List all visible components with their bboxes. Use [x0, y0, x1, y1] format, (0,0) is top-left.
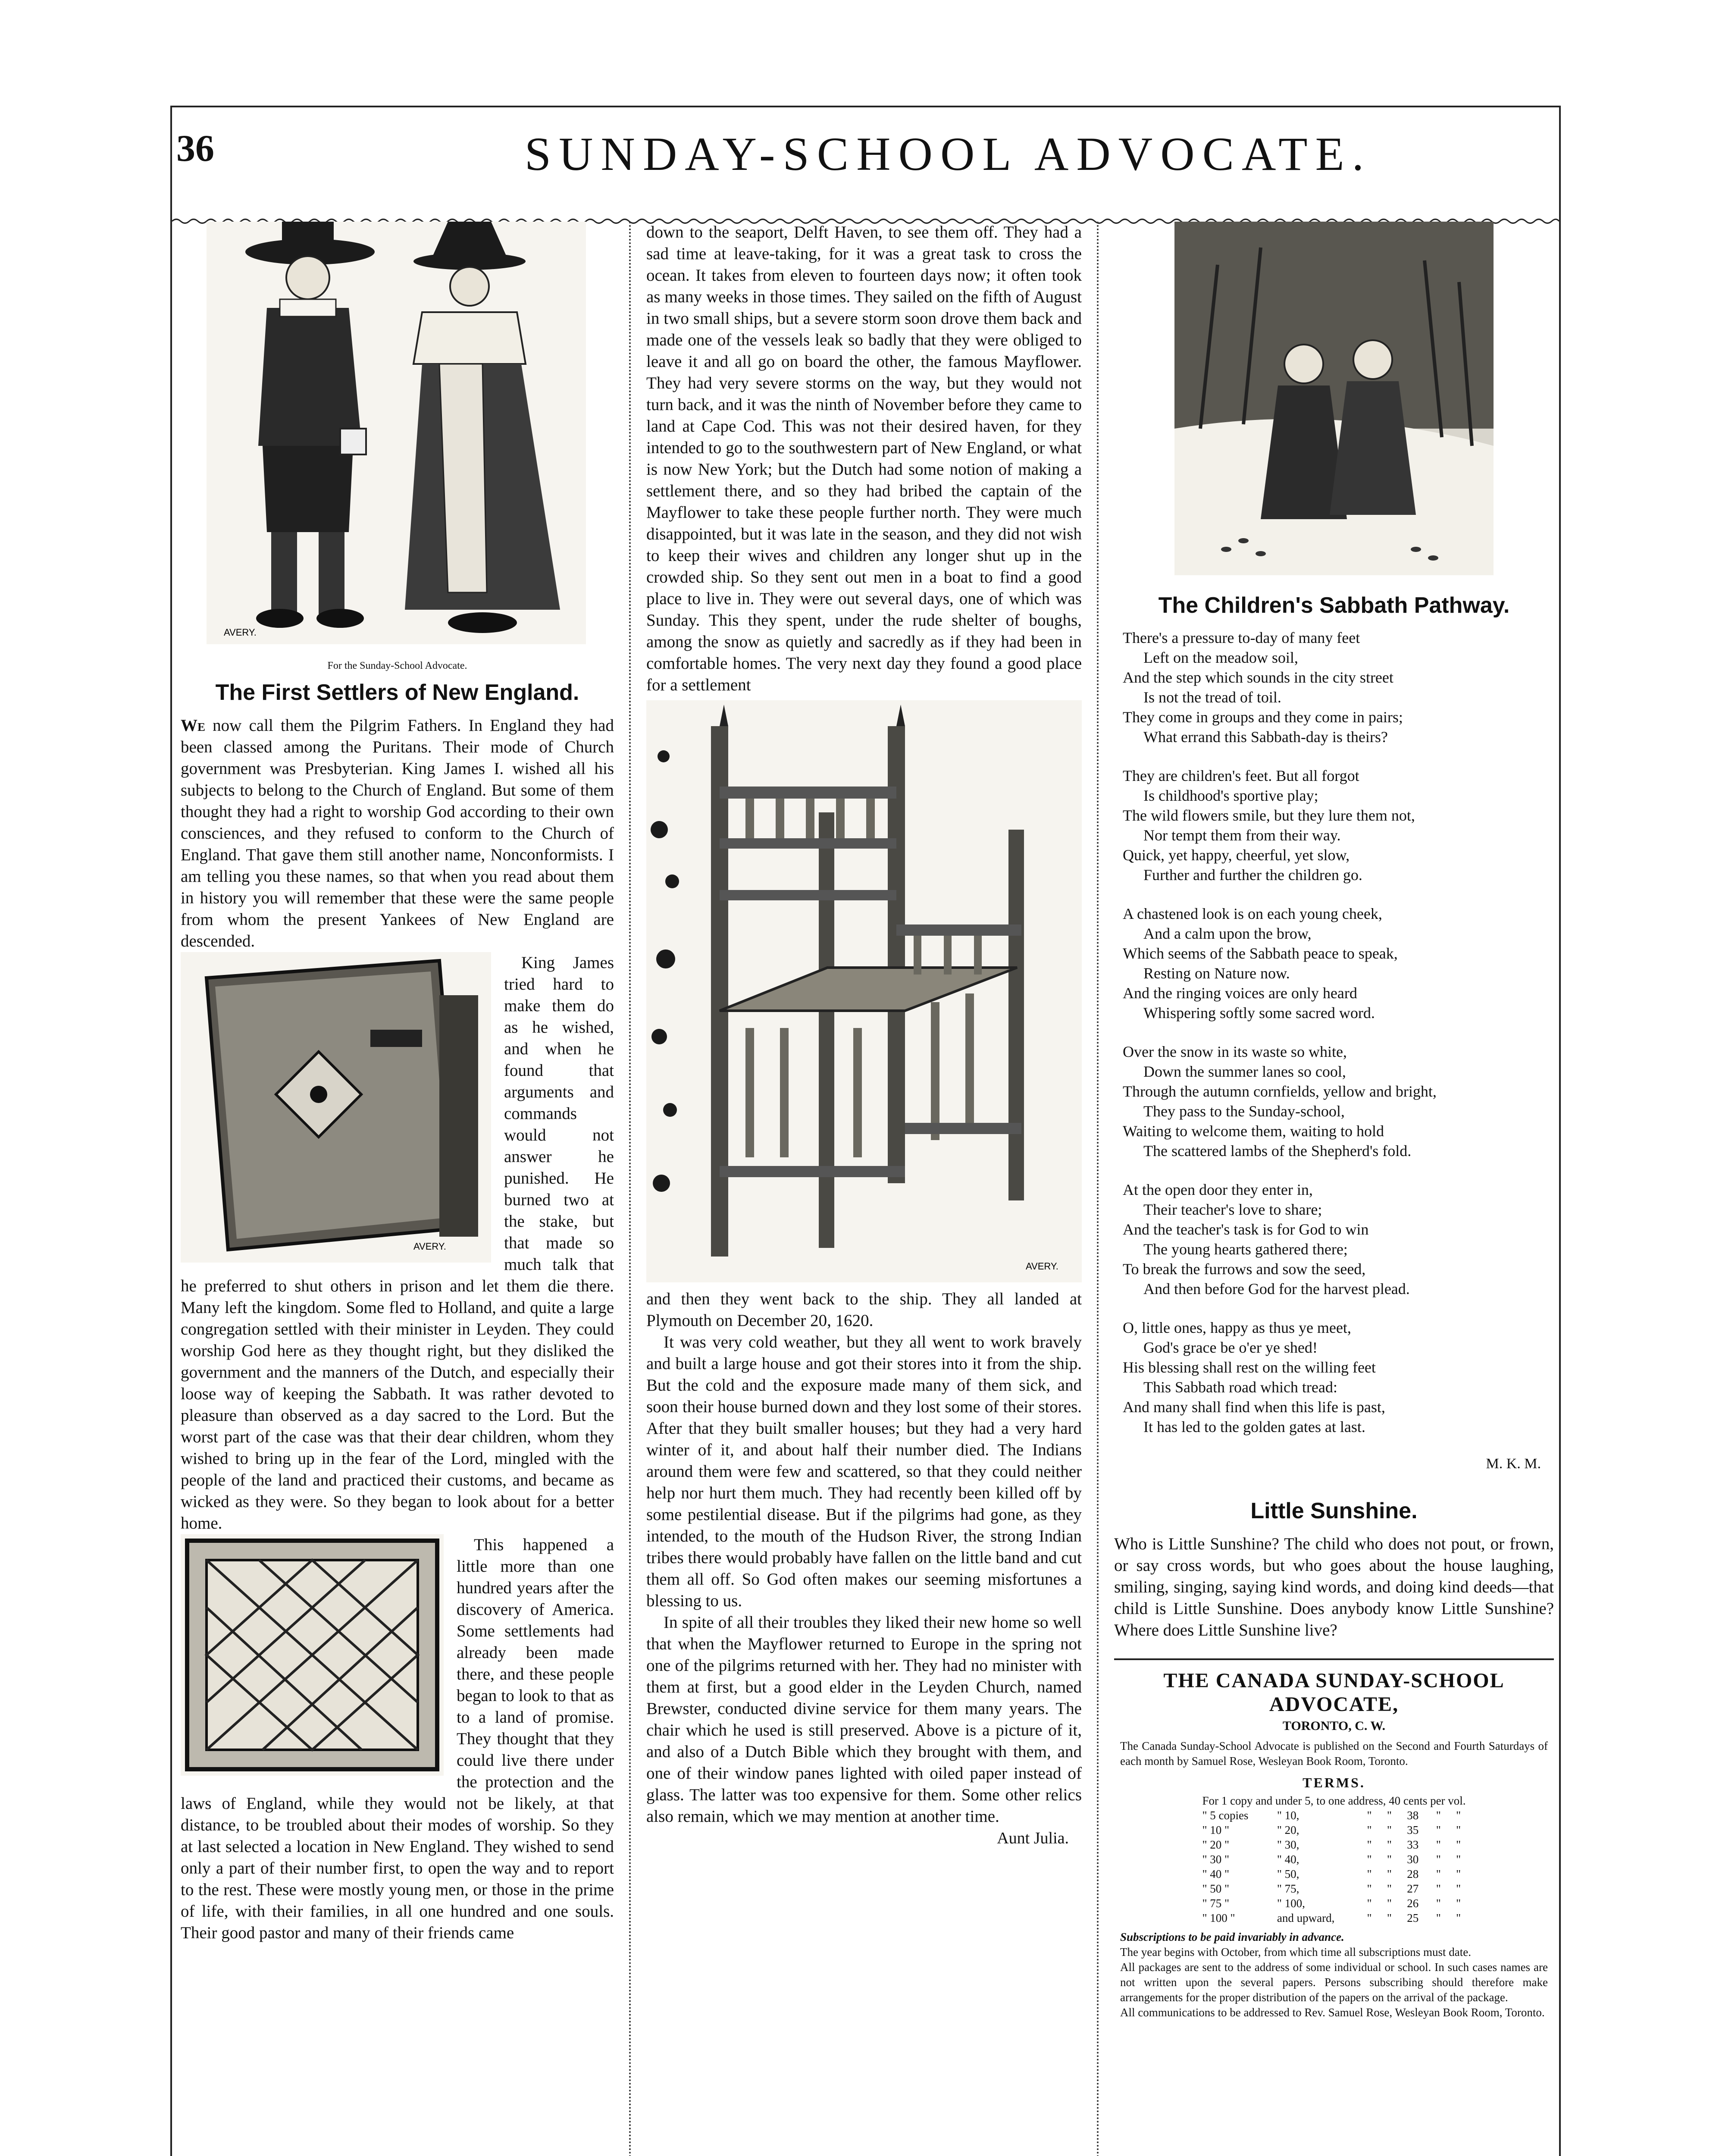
- subscriptions-note: Subscriptions to be paid invariably in advance.: [1120, 1930, 1344, 1943]
- poem-line: Further and further the children go.: [1143, 866, 1362, 884]
- author-signature: Aunt Julia.: [997, 1829, 1069, 1847]
- terms-cell: ": [1456, 1853, 1461, 1866]
- terms-row: [1197, 1852, 1471, 1867]
- terms-cell: ": [1436, 1809, 1441, 1822]
- poem-line: At the open door they enter in,: [1123, 1181, 1313, 1198]
- poem-line: This Sabbath road which tread:: [1143, 1379, 1337, 1396]
- poem-line: What errand this Sabbath-day is theirs?: [1143, 728, 1388, 746]
- terms-cell: " 75 ": [1202, 1897, 1229, 1910]
- terms-cell: ": [1367, 1868, 1372, 1880]
- terms-cell: and upward,: [1277, 1912, 1335, 1924]
- poem-stanza: [1123, 904, 1545, 1023]
- terms-cell: For 1 copy and under 5, to one address, 40 cents per vol.: [1202, 1794, 1466, 1807]
- terms-cell: " 50 ": [1202, 1882, 1229, 1895]
- dutch-bible-illustration: [181, 952, 491, 1263]
- terms-row: [1197, 1911, 1471, 1925]
- column-3: [1114, 222, 1554, 2156]
- terms-table: [1197, 1793, 1471, 1925]
- article-continuation-lower: [646, 1288, 1082, 1849]
- poem-line: Waiting to welcome them, waiting to hold: [1123, 1122, 1384, 1140]
- article-paragraph: now call them the Pilgrim Fathers. In England they had been classed among the Puritans. Their mode of Church government was Presbyterian. King James I. wished all his subjects to belong to the Church of England. But some of them thought they had a right to worship God according to their own consciences, and they refused to conform to the Church of England. That gave them still another name, Nonconformists. I am telling you these names, so that when you read about them in history you will remember that these were the same people from whom the present Yankees of New England are descended.: [181, 716, 614, 950]
- poem-line: A chastened look is on each young cheek,: [1123, 905, 1382, 922]
- terms-cell: " 40,: [1277, 1853, 1300, 1866]
- poem-line: Nor tempt them from their way.: [1143, 827, 1341, 844]
- packages-note: All packages are sent to the address of some individual or school. In such cases names are not written upon the several papers. Persons subscribing should therefore make arrangements for the proper distribution of the papers on the arrival of the package.: [1120, 1961, 1548, 2004]
- poem-line: It has led to the golden gates at last.: [1143, 1418, 1365, 1435]
- terms-row: [1197, 1823, 1471, 1837]
- terms-cell: " 40 ": [1202, 1868, 1229, 1880]
- notice-intro: The Canada Sunday-School Advocate is published on the Second and Fourth Saturdays of each month by Samuel Rose, Wesleyan Book Room, Toronto.: [1120, 1739, 1548, 1767]
- terms-cell: ": [1387, 1868, 1392, 1880]
- poem-line: And the teacher's task is for God to win: [1123, 1221, 1369, 1238]
- terms-cell: ": [1456, 1838, 1461, 1851]
- children-snow-illustration: [1114, 222, 1554, 580]
- communications-note: All communications to be addressed to Rev. Samuel Rose, Wesleyan Book Room, Toronto.: [1120, 2006, 1545, 2019]
- terms-row: [1197, 1867, 1471, 1881]
- poem-line: To break the furrows and sow the seed,: [1123, 1260, 1366, 1278]
- terms-cell: 30: [1407, 1853, 1419, 1866]
- terms-cell: 33: [1407, 1838, 1419, 1851]
- svg-text:AVERY.: AVERY.: [413, 1241, 446, 1252]
- column-rule: [629, 222, 631, 2156]
- terms-cell: 27: [1407, 1882, 1419, 1895]
- poem-line: Is childhood's sportive play;: [1143, 787, 1318, 804]
- terms-cell: ": [1367, 1853, 1372, 1866]
- poem-line: Resting on Nature now.: [1143, 965, 1290, 982]
- terms-cell: ": [1456, 1882, 1461, 1895]
- poem-line: They are children's feet. But all forgot: [1123, 767, 1359, 784]
- terms-cell: " 100 ": [1202, 1912, 1235, 1924]
- terms-row: [1197, 1793, 1471, 1808]
- article-paragraph: It was very cold weather, but they all went to work bravely and built a large house and got their stores into it from the ship. But the cold and the exposure made many of them sick, and soon their house burned down and they lost some of their stores. After that they built smaller houses; but they had a very hard winter of it, and about half their number died. The Indians around them were few and scattered, so that they could neither help nor hurt them much. They had recently been killed off by some pestilential disease. But if the pilgrims had gone, as they intended, to the mouth of the Hudson River, the strong Indian tribes there would probably have fallen on the little band and cut them all off. So God often makes our seeming misfortunes a blessing to us.: [646, 1333, 1082, 1610]
- poem-signature: M. K. M.: [1486, 1456, 1541, 1472]
- terms-cell: ": [1387, 1824, 1392, 1836]
- poem-stanza: [1123, 1042, 1545, 1161]
- terms-cell: ": [1436, 1882, 1441, 1895]
- article-paragraph: This happened a little more than one hundred years after the discovery of America. Some settlements had already been made there, and these people began to look to that as to a land of promise. They thought that they could live there under the protection and the laws of England, while they would not be likely, at that distance, to be troubled about their modes of worship. So they at last selected a location in New England. They wished to send only a part of their number first, to open the way and to report to the rest. These were mostly young men, or those in the prime of life, with their families, in all one hundred and one souls. Their good pastor and many of their friends came: [181, 1536, 614, 1942]
- terms-cell: ": [1456, 1809, 1461, 1822]
- terms-cell: " 30 ": [1202, 1853, 1229, 1866]
- terms-cell: ": [1456, 1824, 1461, 1836]
- poem-title: The Children's Sabbath Pathway.: [1158, 593, 1510, 618]
- terms-cell: ": [1367, 1882, 1372, 1895]
- poem-line: And the step which sounds in the city street: [1123, 669, 1393, 686]
- window-pane-illustration: [181, 1534, 444, 1776]
- terms-cell: 35: [1407, 1824, 1419, 1836]
- page-number: 36: [176, 128, 214, 169]
- terms-cell: " 30,: [1277, 1838, 1300, 1851]
- poem-line: They come in groups and they come in pairs;: [1123, 708, 1403, 726]
- terms-cell: ": [1367, 1838, 1372, 1851]
- notice-title: THE CANADA SUNDAY-SCHOOL ADVOCATE,: [1163, 1669, 1505, 1716]
- terms-cell: ": [1436, 1824, 1441, 1836]
- terms-row: [1197, 1837, 1471, 1852]
- poem-line: Quick, yet happy, cheerful, yet slow,: [1123, 846, 1350, 864]
- terms-cell: " 20,: [1277, 1824, 1300, 1836]
- article-paragraph: and then they went back to the ship. They all landed at Plymouth on December 20, 1620.: [646, 1290, 1082, 1330]
- terms-cell: " 10 ": [1202, 1824, 1229, 1836]
- poem-line: God's grace be o'er ye shed!: [1143, 1339, 1318, 1356]
- poem-line: Which seems of the Sabbath peace to speak,: [1123, 945, 1398, 962]
- poem-line: And then before God for the harvest plead.: [1143, 1280, 1410, 1297]
- poem-line: Down the summer lanes so cool,: [1143, 1063, 1346, 1080]
- newspaper-page: [170, 106, 1561, 2156]
- terms-cell: ": [1456, 1868, 1461, 1880]
- terms-cell: " 100,: [1277, 1897, 1305, 1910]
- brewster-chair-illustration: [646, 700, 1082, 1282]
- terms-cell: ": [1436, 1868, 1441, 1880]
- terms-cell: ": [1436, 1853, 1441, 1866]
- poem-line: They pass to the Sunday-school,: [1143, 1103, 1345, 1120]
- terms-cell: 28: [1407, 1868, 1419, 1880]
- terms-cell: ": [1367, 1824, 1372, 1836]
- poem-line: There's a pressure to-day of many feet: [1123, 629, 1360, 646]
- terms-cell: 26: [1407, 1897, 1419, 1910]
- terms-cell: " 5 copies: [1202, 1809, 1249, 1822]
- terms-cell: " 50,: [1277, 1868, 1300, 1880]
- poem-line: And a calm upon the brow,: [1143, 925, 1312, 942]
- terms-cell: ": [1387, 1838, 1392, 1851]
- terms-row: [1197, 1808, 1471, 1823]
- column-rule: [1097, 222, 1099, 2156]
- poem-line: The scattered lambs of the Shepherd's fold.: [1143, 1142, 1412, 1159]
- terms-row: [1197, 1881, 1471, 1896]
- terms-cell: ": [1367, 1897, 1372, 1910]
- article-title: The First Settlers of New England.: [215, 680, 579, 705]
- terms-cell: " 75,: [1277, 1882, 1300, 1895]
- terms-cell: ": [1436, 1897, 1441, 1910]
- terms-cell: ": [1456, 1897, 1461, 1910]
- terms-cell: ": [1436, 1838, 1441, 1851]
- poem-line: The wild flowers smile, but they lure them not,: [1123, 807, 1415, 824]
- poem-stanza: [1123, 766, 1545, 885]
- poem-line: And many shall find when this life is past,: [1123, 1398, 1385, 1416]
- poem-stanza: [1123, 1180, 1545, 1299]
- terms-cell: ": [1367, 1809, 1372, 1822]
- article-body: [181, 715, 614, 1944]
- terms-cell: 38: [1407, 1809, 1419, 1822]
- poem-body: [1123, 628, 1545, 1437]
- terms-cell: ": [1456, 1912, 1461, 1924]
- terms-title: TERMS.: [1303, 1775, 1365, 1790]
- year-note: The year begins with October, from which time all subscriptions must date.: [1120, 1946, 1471, 1959]
- article-paragraph: In spite of all their troubles they liked their new home so well that when the Mayflower returned to Europe in the spring not one of the pilgrims returned with her. They had no minister with them at first, but a good elder in the Leyden Church, named Brewster, conducted divine service for them many years. The chair which he used is still preserved. Above is a picture of it, and also of a Dutch Bible which they brought with them, and one of their window panes lighted with oiled paper instead of glass. The latter was too expensive for them. Some other relics also remain, which we may mention at another time.: [646, 1613, 1082, 1826]
- paper-title: SUNDAY-SCHOOL ADVOCATE.: [524, 128, 1372, 180]
- poem-line: And the ringing voices are only heard: [1123, 984, 1357, 1002]
- notice-location: TORONTO, C. W.: [1282, 1719, 1386, 1733]
- little-sunshine-title: Little Sunshine.: [1250, 1498, 1418, 1523]
- terms-cell: ": [1387, 1912, 1392, 1924]
- masthead: [172, 122, 1559, 196]
- article-continuation: [646, 222, 1082, 696]
- poem-line: Through the autumn cornfields, yellow and bright,: [1123, 1083, 1437, 1100]
- terms-row: [1197, 1896, 1471, 1911]
- terms-cell: ": [1367, 1912, 1372, 1924]
- terms-cell: ": [1387, 1853, 1392, 1866]
- terms-cell: ": [1387, 1882, 1392, 1895]
- column-1: [181, 222, 614, 2156]
- illustration-credit: For the Sunday-School Advocate.: [327, 660, 467, 671]
- svg-text:AVERY.: AVERY.: [224, 627, 257, 638]
- terms-cell: 25: [1407, 1912, 1419, 1924]
- terms-cell: ": [1387, 1897, 1392, 1910]
- poem-line: Left on the meadow soil,: [1143, 649, 1298, 666]
- pilgrim-couple-illustration: [181, 222, 614, 653]
- terms-cell: " 20 ": [1202, 1838, 1229, 1851]
- column-2: [646, 222, 1082, 2156]
- poem-line: Over the snow in its waste so white,: [1123, 1043, 1347, 1060]
- article-paragraph: King James tried hard to make them do as he wished, and when he found that arguments and commands would not answer he punished. He burned two at the stake, but that made so much talk that he preferred to shut others in prison and let them die there. Many left the kingdom. Some fled to Holland, and quite a large congregation settled with their minister in Leyden. They could worship God here as they thought right, but they disliked the government and the manners of the Dutch, and especially their loose way of keeping the Sabbath. It was rather devoted to pleasure than observed as a day sacred to the Lord. But the worst part of the case was that their dear children, whom they wished to bring up in the fear of the Lord, mingled with the people of the land and practiced their customs, and became as wicked as they were. So they began to look about for a better home.: [181, 953, 614, 1532]
- poem-stanza: [1123, 1318, 1545, 1437]
- poem-line: Is not the tread of toil.: [1143, 689, 1281, 706]
- lead-word: We: [181, 716, 206, 735]
- little-sunshine-text: Who is Little Sunshine? The child who does not pout, or frown, or say cross words, but who goes about the house laughing, smiling, singing, saying kind words, and doing kind deeds—that child is Little Sunshine. Does anybody know Little Sunshine? Where does Little Sunshine live?: [1114, 1535, 1554, 1639]
- poem-line: Their teacher's love to share;: [1143, 1201, 1322, 1218]
- terms-cell: ": [1436, 1912, 1441, 1924]
- subscription-notice: [1114, 1658, 1554, 2020]
- poem-stanza: [1123, 628, 1545, 747]
- article-paragraph: down to the seaport, Delft Haven, to see them off. They had a sad time at leave-taking, for it was a great task to cross the ocean. It takes from eleven to fourteen days now; it often took as many weeks in those times. They sailed on the fifth of August in two small ships, but a severe storm soon drove them back and made one of the vessels leak so badly that they were obliged to leave it and all go on board the other, the famous Mayflower. They had very severe storms on the way, but they would not turn back, and it was the ninth of November before they came to land at Cape Cod. This was not their desired haven, for they intended to go to the southwestern part of New England, or what is now New York; but the Dutch had some notion of making a settlement there, and so they had bribed the captain of the Mayflower to take these people further north. They were much disappointed, but it was late in the season, and they did not wish to keep their wives and children any longer shut up in the crowded ship. So they sent out men in a boat to find a good place to live in. They were out several days, one of which was Sunday. This they spent, under the rude shelter of boughs, among the snow as quietly and sacredly as if they had been in comfortable homes. The very next day they found a good place for a settlement: [646, 223, 1082, 694]
- terms-cell: " 10,: [1277, 1809, 1300, 1822]
- poem-line: The young hearts gathered there;: [1143, 1241, 1348, 1258]
- terms-cell: ": [1387, 1809, 1392, 1822]
- poem-line: Whispering softly some sacred word.: [1143, 1004, 1375, 1022]
- poem-line: His blessing shall rest on the willing feet: [1123, 1359, 1376, 1376]
- svg-text:AVERY.: AVERY.: [1026, 1261, 1058, 1272]
- poem-line: O, little ones, happy as thus ye meet,: [1123, 1319, 1351, 1336]
